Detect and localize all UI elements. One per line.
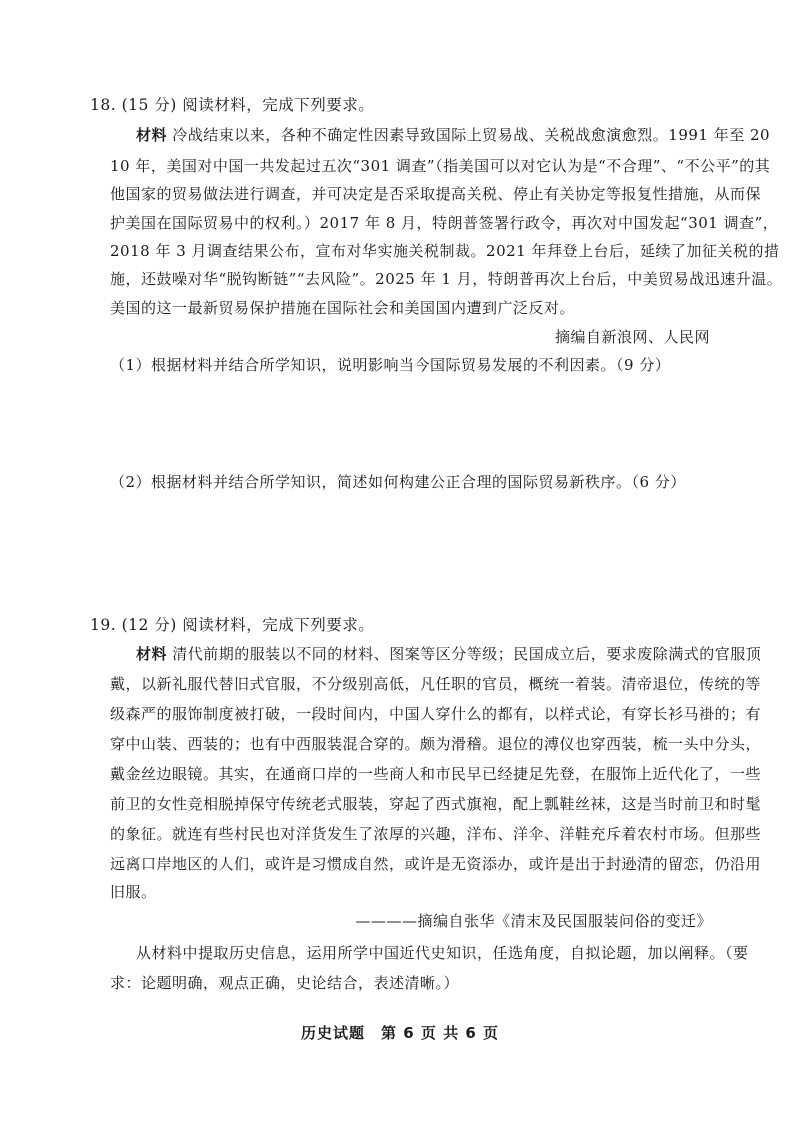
q18-sub-question-2: （2）根据材料并结合所学知识，简述如何构建公正合理的国际贸易新秩序。（6 分） — [110, 473, 686, 491]
q19-task-line-1: 从材料中提取历史信息，运用所学中国近代史知识，任选角度，自拟论题，加以阐释。（要 — [136, 944, 749, 962]
q19-line-6: 前卫的女性竞相脱掉保守传统老式服装，穿起了西式旗袍，配上瓢鞋丝袜，这是当时前卫和时髦 — [110, 795, 762, 813]
q19-line-4: 穿中山装、西装的；也有中西服装混合穿的。颇为滑稽。退位的溥仪也穿西装，梳一头中分头， — [110, 735, 762, 753]
q18-line-3: 他国家的贸易做法进行调查，并可决定是否采取提高关税、停止有关协定等报复性措施，从而保 — [110, 185, 762, 203]
q19-source: ————摘编自张华《清末及民国服装问俗的变迁》 — [355, 912, 712, 930]
q18-line-4: 护美国在国际贸易中的权利。）2017 年 8 月，特朗普签署行政令，再次对中国发起“301 调查”， — [110, 214, 779, 232]
q19-line-3: 级森严的服饰制度被打破，一段时间内，中国人穿什么的都有，以样式论，有穿长衫马褂的；有 — [110, 705, 762, 723]
q19-material-label: 材料 — [136, 645, 168, 663]
q19-line-8: 远离口岸地区的人们，或许是习惯成自然，或许是无资添办，或许是出于封逊清的留恋，仍沿用 — [110, 855, 762, 873]
q19-line-5: 戴金丝边眼镜。其实，在通商口岸的一些商人和市民早已经捷足先登，在服饰上近代化了，一些 — [110, 765, 762, 783]
q19-line-1: 清代前期的服装以不同的材料、图案等区分等级；民国成立后，要求废除满式的官服顶 — [172, 645, 762, 663]
q18-source: 摘编自新浪网、人民网 — [554, 328, 710, 346]
q18-line-2: 10 年，美国对中国一共发起过五次“301 调查”（指美国可以对它认为是“不合理”、“不公平”的其 — [110, 157, 771, 175]
q18-line-1: 冷战结束以来，各种不确定性因素导致国际上贸易战、关税战愈演愈烈。1991 年至 20 — [172, 126, 771, 144]
q18-material-line-1 — [136, 124, 770, 145]
q19-heading: 19. (12 分) 阅读材料，完成下列要求。 — [90, 616, 375, 634]
page-footer: 历史试题 第 6 页 共 6 页 — [301, 1024, 499, 1042]
q18-sub-question-1: （1）根据材料并结合所学知识，说明影响当今国际贸易发展的不利因素。（9 分） — [110, 356, 671, 374]
q18-line-5: 2018 年 3 月调查结果公布，宣布对华实施关税制裁。2021 年拜登上台后，延续了加征关税的措 — [110, 242, 780, 260]
q19-line-9: 旧服。 — [110, 883, 157, 901]
q18-heading: 18. (15 分) 阅读材料，完成下列要求。 — [90, 96, 375, 114]
q18-material-label: 材料 — [136, 126, 168, 144]
q19-line-7: 的象征。就连有些村民也对洋货发生了浓厚的兴趣，洋布、洋伞、洋鞋充斥着农村市场。但那些 — [110, 825, 762, 843]
q19-line-2: 戴，以新礼服代替旧式官服，不分级别高低，凡任职的官员，概统一着装。清帝退位，传统的等 — [110, 675, 762, 693]
q18-line-6: 施，还鼓噪对华“脱钩断链”“去风险”。2025 年 1 月，特朗普再次上台后，中美贸易战迅速升温。 — [110, 270, 783, 288]
q18-line-7: 美国的这一最新贸易保护措施在国际社会和美国国内遭到广泛反对。 — [110, 299, 576, 317]
q19-material-line-1 — [136, 643, 761, 664]
q19-task-line-2: 求：论题明确，观点正确，史论结合，表述清晰。） — [110, 974, 460, 992]
